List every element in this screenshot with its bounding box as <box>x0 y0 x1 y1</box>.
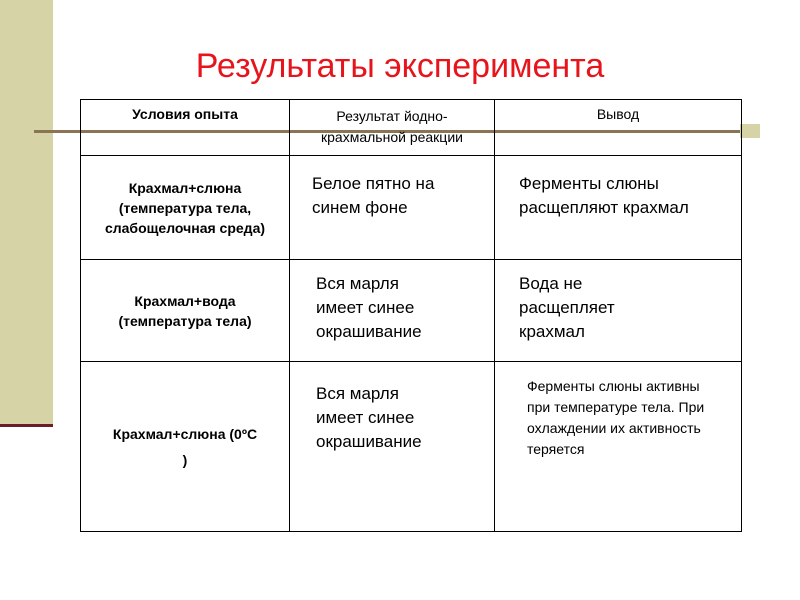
row-conditions: Крахмал+слюна (температура тела, слабощелочная среда) <box>81 156 290 260</box>
row-result-text: Белое пятно на синем фоне <box>312 174 435 217</box>
header-conclusion: Вывод <box>495 100 742 156</box>
row-conditions-text: Крахмал+слюна (0ºС ) <box>112 425 258 468</box>
table-row <box>81 260 742 362</box>
header-result-label: Результат йодно-крахмальной реакции <box>321 108 463 145</box>
header-result <box>290 100 495 156</box>
row-conclusion-text: Ферменты слюны расщепляют крахмал <box>519 174 689 217</box>
row-conditions: Крахмал+вода (температура тела) <box>81 260 290 362</box>
table-header-row <box>81 100 742 156</box>
decorative-rule-square <box>740 124 760 138</box>
header-conditions: Условия опыта <box>81 100 290 156</box>
row-conclusion <box>495 362 742 532</box>
row-conclusion-text: Вода не расщепляет крахмал <box>519 274 615 341</box>
table-row <box>81 362 742 532</box>
row-conclusion-text: Ферменты слюны активны при температуре тела. При охлаждении их активность теряется <box>527 378 705 457</box>
row-result-text: Вся марля имеет синее окрашивание <box>316 274 422 341</box>
slide-title: Результаты эксперимента <box>195 47 605 85</box>
row-conclusion <box>495 260 742 362</box>
row-result <box>290 362 495 532</box>
decorative-side-line <box>0 424 53 427</box>
row-result <box>290 156 495 260</box>
results-table <box>80 99 742 532</box>
row-result-text: Вся марля имеет синее окрашивание <box>316 384 422 451</box>
row-conclusion <box>495 156 742 260</box>
row-conditions <box>81 362 290 532</box>
row-result <box>290 260 495 362</box>
table-row <box>81 156 742 260</box>
